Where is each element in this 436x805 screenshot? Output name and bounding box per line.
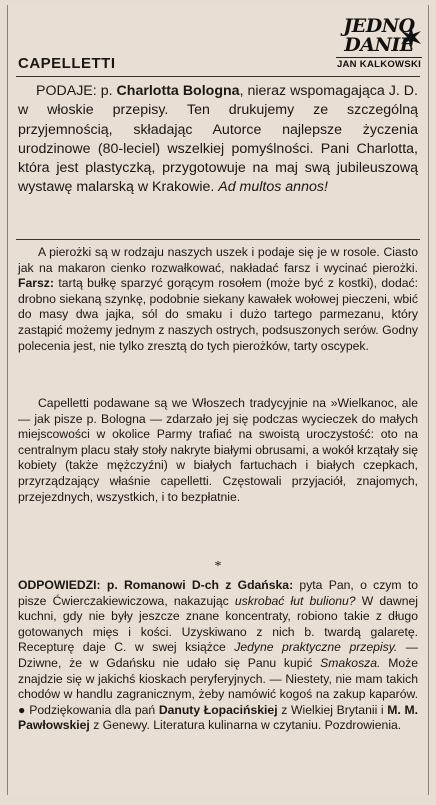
section-separator: *: [214, 559, 222, 574]
answers-quote-1: uskrobać łut bulionu?: [234, 593, 356, 608]
thanks-name-1: Danuty Łopacińskiej: [158, 702, 278, 717]
article-title: CAPELLETTI: [18, 55, 116, 72]
recipe-paragraph-2: Capelletti podawane są we Włoszech tradycyjnie na »Wielkanoc, ale — jak pisze p. Bologna — zdarzało jej się podczas wycieczek do małych miejscowości w okolice Parmy trafiać na swoistą uroczystość: oto na centralnym placu stały stoły nakryte białymi obrusami, a wokół krzątały się kobiety (także mężczyźni) w białych fartuchach i białych czepkach, przyrządzający właśnie capelletti. Częstowali przyjaciół, znajomych, przejezdnych, wszystkich, i to bezpłatnie.: [18, 396, 418, 504]
title-divider: [16, 76, 420, 77]
asterisk-icon: [400, 23, 422, 53]
answers-text-6: z Genewy. Literatura kulinarna w czytaniu. Pozdrowienia.: [89, 718, 402, 733]
recipe-text-1a: A pierożki są w rodzaju naszych uszek i podaje się je w rosole. Ciasto jak na makaron cienko rozwałkować, nakładać farsz i wycinać pierożki.: [18, 245, 418, 275]
newspaper-clipping: [7, 5, 429, 795]
answers-text-2: W dawnej kuchni, gdy nie były jeszcze znane koncentraty, robiono takie z długo gotowanych mięs i kości. Uzyskiwano z nich b. twardą galaretę. Recepturę daje C. w swej książce: [18, 593, 418, 655]
intro-divider: [16, 239, 420, 240]
answers-lead: ODPOWIEDZI:: [18, 578, 101, 592]
answers-paragraph: [18, 578, 418, 734]
recipe-text-1b: tartą bułkę sparzyć gorącym rosołem (może być z kostki), dodać: drobno siekaną szynkę, podobnie siekany kawałek wołowej pieczeni, wbić do masy dwa jajka, sól do smaku i dużo tartego parmezanu, który zastąpić możemy jednym z naszych ostrych, podsuszonych serów. Godny polecenia jest, nie tylko zresztą do tych pierożków, tarty oscypek.: [18, 276, 418, 353]
intro-pre-name: p.: [96, 83, 117, 99]
answers-recipient: p. Romanowi D-ch z Gdańska:: [100, 578, 294, 592]
recipe-paragraph-1: [18, 245, 418, 354]
thanks-name-2: M. M. Pawłowskiej: [18, 702, 419, 733]
intro-paragraph: [18, 82, 418, 198]
intro-lead: PODAJE:: [36, 83, 97, 99]
farsz-label: Farsz:: [18, 276, 54, 291]
answers-text-3: — Dziwne, że w Gdańsku nie udało się Panu kupić: [18, 640, 418, 670]
answers-text-5: z Wielkiej Brytanii i: [277, 702, 388, 717]
intro-text: , nieraz wspomagająca J. D. w włoskie przepisy. Ten drukujemy ze szczególną przyjemnością, składając Autorce najlepsze życzenia urodzinowe (80-leciel) wszelkiej pomyślności. Pani Charlotta, która jest plastyczką, przygotowuje na maj swą jubileuszową wystawę malarską w Krakowie.: [18, 83, 418, 196]
magazine-title: Smakosza.: [320, 655, 381, 670]
column-logo: [336, 17, 422, 71]
column-author: JAN KALKOWSKI: [336, 59, 422, 70]
intro-closing: Ad multos annos!: [218, 179, 328, 196]
answers-text-4: Może znajdzie się w jakichś kioskach peryferyjnych. — Niestety, nie mam takich chodów w handlu zagranicznym, żeby namówić kogoś na zakup kaparów. ● Podziękowania dla pań: [18, 655, 418, 717]
column-logo-text: JEDNO DANIE: [343, 15, 415, 56]
answers-text-1: pyta Pan, o czym to pisze Ćwierczakiewiczowa, nakazując: [18, 578, 418, 608]
book-title: Jedyne praktyczne przepisy.: [234, 640, 398, 655]
author-name: Charlotta Bologna: [116, 83, 240, 99]
